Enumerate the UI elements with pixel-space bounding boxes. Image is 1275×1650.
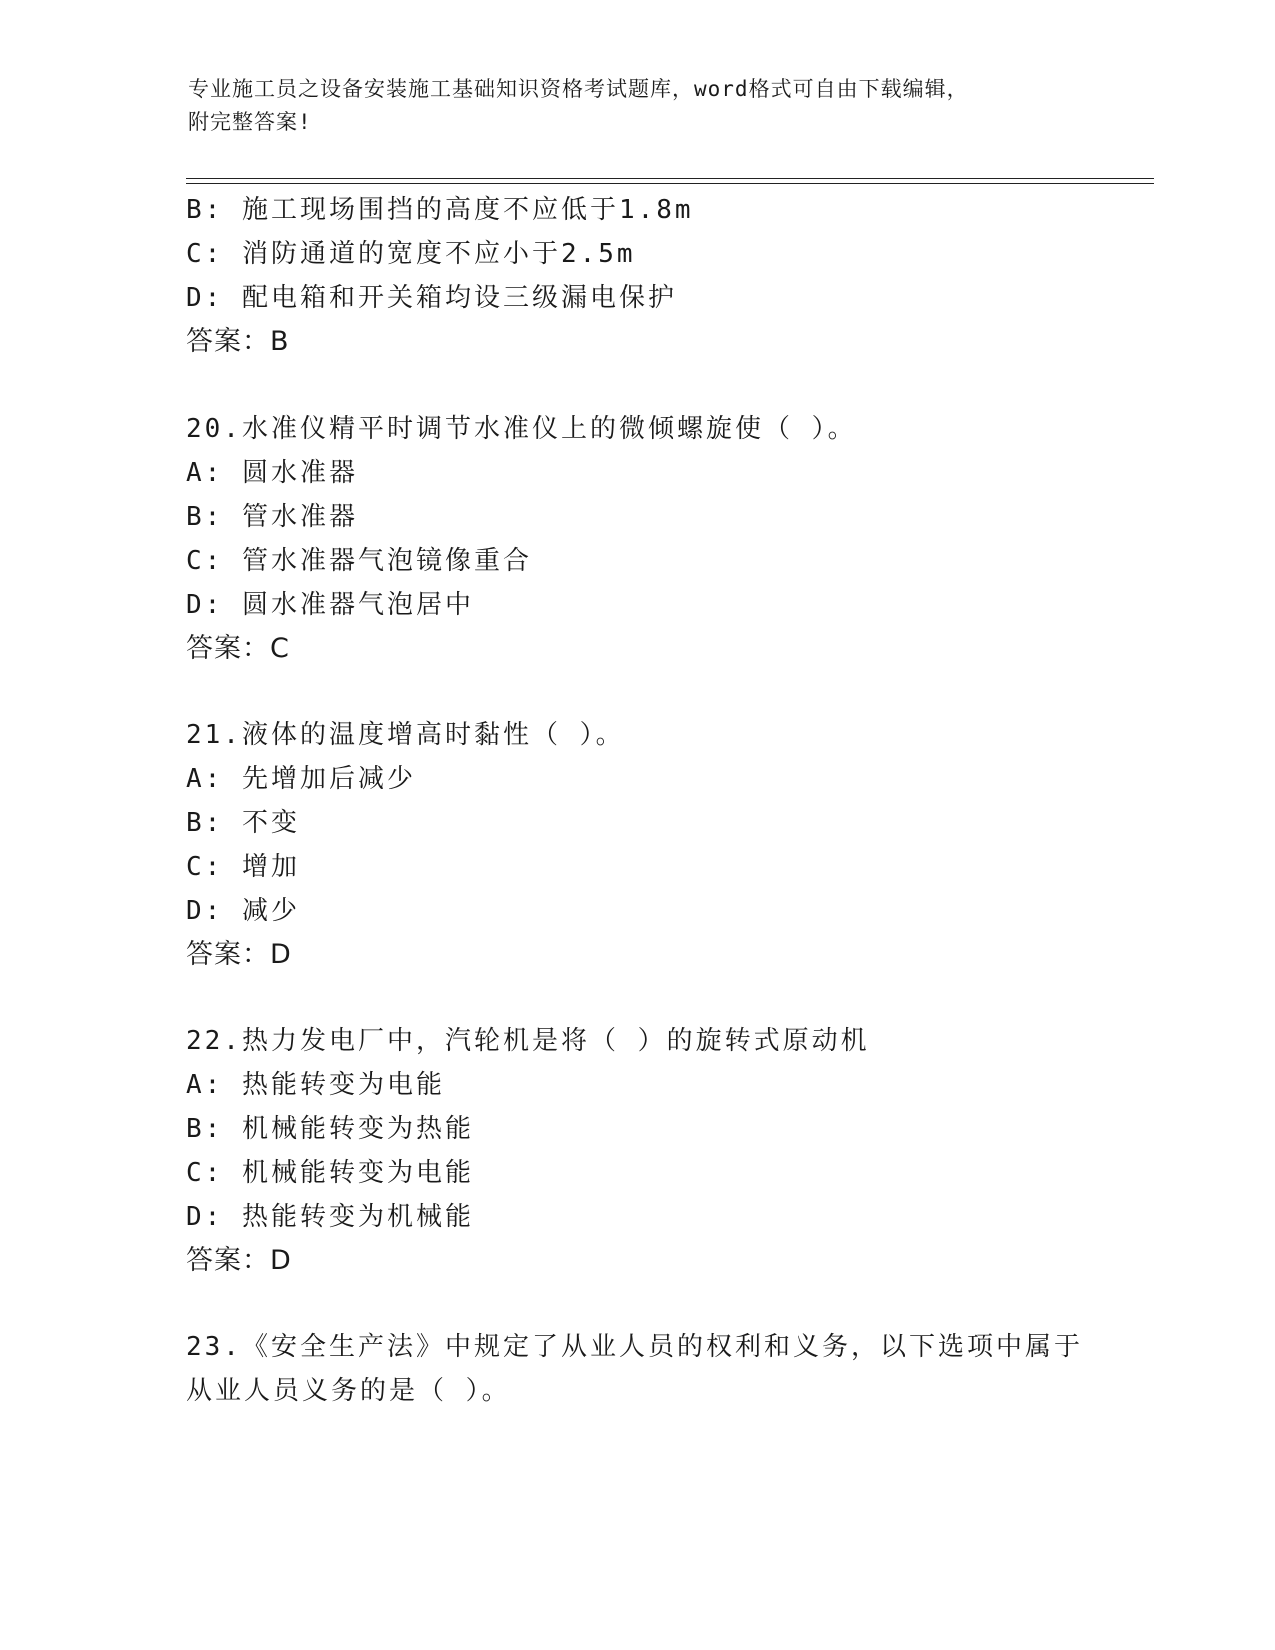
q20-question: 20.水准仪精平时调节水准仪上的微倾螺旋使（ ）。	[186, 414, 857, 444]
q19-answer: 答案：B	[186, 326, 290, 357]
q21-answer: 答案：D	[186, 939, 292, 970]
q22-option-c: C: 机械能转变为电能	[186, 1158, 474, 1188]
q19-option-d: D: 配电箱和开关箱均设三级漏电保护	[186, 283, 677, 313]
q21-option-b: B: 不变	[186, 808, 300, 838]
q22-option-a: A: 热能转变为电能	[186, 1070, 445, 1100]
q21-option-c: C: 增加	[186, 852, 300, 882]
q21-question: 21.液体的温度增高时黏性（ ）。	[186, 720, 625, 750]
q20-answer: 答案：C	[186, 633, 290, 664]
q23-question-line-2: 从业人员义务的是（ ）。	[186, 1376, 511, 1406]
q22-option-b: B: 机械能转变为热能	[186, 1114, 474, 1144]
q20-option-b: B: 管水准器	[186, 502, 358, 532]
q19-option-c: C: 消防通道的宽度不应小于2.5m	[186, 239, 636, 269]
q22-answer: 答案：D	[186, 1245, 292, 1276]
q19-option-b: B: 施工现场围挡的高度不应低于1.8m	[186, 195, 694, 225]
q20-option-c: C: 管水准器气泡镜像重合	[186, 546, 532, 576]
q22-option-d: D: 热能转变为机械能	[186, 1202, 474, 1232]
document-header	[188, 73, 1088, 139]
q21-option-d: D: 减少	[186, 896, 300, 926]
header-divider-bottom	[186, 183, 1154, 184]
q20-option-d: D: 圆水准器气泡居中	[186, 590, 474, 620]
q20-option-a: A: 圆水准器	[186, 458, 358, 488]
header-line-1: 专业施工员之设备安装施工基础知识资格考试题库，word格式可自由下载编辑，	[188, 77, 969, 101]
q21-option-a: A: 先增加后减少	[186, 764, 416, 794]
q22-question: 22.热力发电厂中，汽轮机是将（ ）的旋转式原动机	[186, 1026, 870, 1056]
q23-question-line-1: 23.《安全生产法》中规定了从业人员的权利和义务，以下选项中属于	[186, 1332, 1083, 1362]
header-divider-top	[186, 178, 1154, 179]
header-line-2: 附完整答案!	[188, 110, 312, 134]
